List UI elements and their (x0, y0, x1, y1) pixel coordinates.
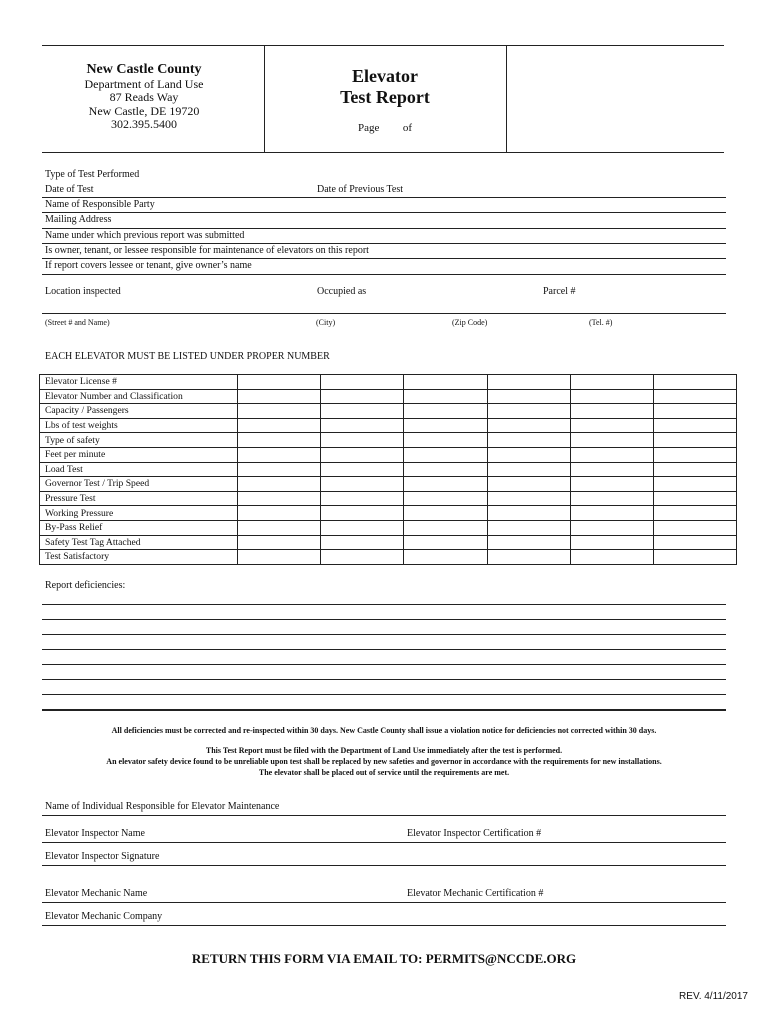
elevator-cell[interactable] (404, 477, 487, 492)
elevator-cell[interactable] (404, 447, 487, 462)
elevator-cell[interactable] (238, 375, 321, 390)
elevator-cell[interactable] (404, 389, 487, 404)
owner-responsible-line[interactable] (42, 258, 726, 259)
elevator-row-label: Pressure Test (40, 491, 238, 506)
elevator-cell[interactable] (653, 433, 736, 448)
page-label: Page (357, 122, 380, 134)
elevator-cell[interactable] (487, 404, 570, 419)
elevator-table-row (40, 462, 737, 477)
elevator-cell[interactable] (321, 433, 404, 448)
elevator-cell[interactable] (238, 404, 321, 419)
page-counter (265, 122, 505, 134)
agency-dept: Department of Land Use (84, 76, 204, 91)
elevator-cell[interactable] (653, 418, 736, 433)
deficiency-line-3[interactable] (42, 634, 726, 635)
elevator-cell[interactable] (404, 433, 487, 448)
elevator-cell[interactable] (570, 535, 653, 550)
elevator-table-row (40, 550, 737, 565)
elevator-cell[interactable] (570, 550, 653, 565)
agency-phone: 302.395.5400 (111, 117, 177, 131)
elevator-cell[interactable] (238, 462, 321, 477)
elevator-row-label: Type of safety (40, 433, 238, 448)
notice-filing: This Test Report must be filed with the Department of Land Use immediately after the test is performed. (205, 746, 563, 755)
occupied-as-label: Occupied as (317, 286, 367, 297)
elevator-cell[interactable] (570, 462, 653, 477)
elevator-row-label: Test Satisfactory (40, 550, 238, 565)
deficiency-line-2[interactable] (42, 619, 726, 620)
elevator-cell[interactable] (570, 375, 653, 390)
mechanic-company-label: Elevator Mechanic Company (45, 911, 163, 922)
zip-caption: (Zip Code) (452, 318, 488, 327)
maintenance-label: Name of Individual Responsible for Elevator Maintenance (45, 801, 280, 812)
elevator-cell[interactable] (321, 404, 404, 419)
elevator-row-label: By-Pass Relief (40, 520, 238, 535)
elevator-row-label: Elevator License # (40, 375, 238, 390)
responsible-party-line[interactable] (42, 212, 726, 213)
elevator-table-row (40, 404, 737, 419)
inspector-cert-label: Elevator Inspector Certification # (407, 828, 542, 839)
elevator-table-row (40, 535, 737, 550)
mechanic-name-label: Elevator Mechanic Name (45, 888, 148, 899)
elevator-cell[interactable] (238, 535, 321, 550)
elevator-cell[interactable] (570, 520, 653, 535)
elevator-cell[interactable] (404, 418, 487, 433)
elevator-table-row (40, 433, 737, 448)
deficiency-line-4[interactable] (42, 649, 726, 650)
date-of-test-line[interactable] (42, 197, 726, 198)
elevator-cell[interactable] (238, 520, 321, 535)
elevator-cell[interactable] (404, 375, 487, 390)
elevator-cell[interactable] (487, 433, 570, 448)
elevator-cell[interactable] (238, 389, 321, 404)
responsible-party-label: Name of Responsible Party (45, 199, 155, 210)
elevator-cell[interactable] (321, 375, 404, 390)
header-bottom-rule (42, 152, 724, 153)
elevator-cell[interactable] (404, 506, 487, 521)
elevator-cell[interactable] (570, 477, 653, 492)
elevator-row-label: Feet per minute (40, 447, 238, 462)
mailing-address-line[interactable] (42, 228, 726, 229)
report-title-line2: Test Report (340, 87, 430, 107)
of-label: of (402, 122, 413, 134)
elevator-cell[interactable] (487, 550, 570, 565)
elevator-cell[interactable] (321, 550, 404, 565)
elevator-table (39, 374, 737, 565)
deficiency-line-5[interactable] (42, 664, 726, 665)
inspector-name-line[interactable] (42, 842, 726, 843)
elevator-cell[interactable] (321, 535, 404, 550)
location-inspected-label: Location inspected (45, 286, 121, 297)
elevator-cell[interactable] (487, 447, 570, 462)
notice-correction: All deficiencies must be corrected and re-inspected within 30 days. New Castle County shall issue a violation notice for deficiencies not corrected within 30 days. (111, 726, 657, 735)
elevator-cell[interactable] (653, 389, 736, 404)
agency-city: New Castle, DE 19720 (88, 103, 200, 118)
city-caption: (City) (316, 318, 336, 327)
type-of-test-label: Type of Test Performed (45, 169, 140, 180)
elevator-table-row (40, 389, 737, 404)
elevator-cell[interactable] (238, 418, 321, 433)
elevator-table-row (40, 447, 737, 462)
owner-name-label: If report covers lessee or tenant, give owner’s name (45, 260, 252, 271)
mechanic-cert-label: Elevator Mechanic Certification # (407, 888, 544, 899)
elevator-cell[interactable] (321, 477, 404, 492)
date-of-test-label: Date of Test (45, 184, 94, 195)
street-caption: (Street # and Name) (45, 318, 110, 327)
elevator-cell[interactable] (321, 418, 404, 433)
report-title-line1: Elevator (352, 66, 418, 86)
owner-responsible-label: Is owner, tenant, or lessee responsible for maintenance of elevators on this report (45, 245, 369, 256)
parcel-label: Parcel # (543, 286, 576, 297)
deficiency-line-8[interactable] (42, 709, 726, 711)
elevator-row-label: Lbs of test weights (40, 418, 238, 433)
elevator-cell[interactable] (238, 550, 321, 565)
previous-name-label: Name under which previous report was submitted (45, 230, 245, 241)
elevator-table-row (40, 506, 737, 521)
elevator-row-label: Capacity / Passengers (40, 404, 238, 419)
elevator-cell[interactable] (570, 418, 653, 433)
maintenance-line[interactable] (42, 815, 726, 816)
agency-block (44, 63, 244, 132)
revision-date: REV. 4/11/2017 (679, 991, 748, 1002)
return-instructions: RETURN THIS FORM VIA EMAIL TO: PERMITS@NCCDE.ORG (191, 951, 577, 966)
tel-caption: (Tel. #) (589, 318, 613, 327)
elevator-cell[interactable] (487, 375, 570, 390)
elevator-table-row (40, 520, 737, 535)
elevator-cell[interactable] (653, 535, 736, 550)
elevator-cell[interactable] (487, 389, 570, 404)
elevator-cell[interactable] (570, 389, 653, 404)
elevator-cell[interactable] (570, 447, 653, 462)
report-title-block (265, 66, 505, 134)
elevator-cell[interactable] (238, 491, 321, 506)
elevator-cell[interactable] (653, 491, 736, 506)
elevator-cell[interactable] (487, 462, 570, 477)
elevator-cell[interactable] (404, 550, 487, 565)
elevator-cell[interactable] (321, 506, 404, 521)
elevator-cell[interactable] (653, 447, 736, 462)
elevator-cell[interactable] (321, 491, 404, 506)
elevator-row-label: Working Pressure (40, 506, 238, 521)
elevator-cell[interactable] (404, 535, 487, 550)
elevator-cell[interactable] (404, 462, 487, 477)
agency-street: 87 Reads Way (109, 90, 179, 104)
elevator-cell[interactable] (487, 477, 570, 492)
elevator-cell[interactable] (653, 462, 736, 477)
date-previous-label: Date of Previous Test (317, 184, 404, 195)
elevator-row-label: Governor Test / Trip Speed (40, 477, 238, 492)
location-line[interactable] (42, 313, 726, 314)
elevator-cell[interactable] (653, 404, 736, 419)
owner-name-line[interactable] (42, 274, 726, 275)
elevator-cell[interactable] (487, 491, 570, 506)
elevator-cell[interactable] (653, 506, 736, 521)
elevator-table-row (40, 375, 737, 390)
elevator-cell[interactable] (487, 520, 570, 535)
elevator-cell[interactable] (653, 477, 736, 492)
deficiencies-label: Report deficiencies: (45, 580, 126, 591)
mechanic-name-line[interactable] (42, 902, 726, 903)
elevator-cell[interactable] (570, 491, 653, 506)
elevator-heading: EACH ELEVATOR MUST BE LISTED UNDER PROPER NUMBER (45, 351, 330, 362)
deficiency-line-6[interactable] (42, 679, 726, 680)
elevator-cell[interactable] (321, 462, 404, 477)
deficiency-line-1[interactable] (42, 604, 726, 605)
elevator-cell[interactable] (238, 447, 321, 462)
elevator-cell[interactable] (238, 506, 321, 521)
mailing-address-label: Mailing Address (45, 214, 112, 225)
inspector-name-label: Elevator Inspector Name (45, 828, 145, 839)
elevator-cell[interactable] (653, 375, 736, 390)
elevator-cell[interactable] (404, 404, 487, 419)
inspector-signature-label: Elevator Inspector Signature (45, 851, 160, 862)
elevator-cell[interactable] (653, 520, 736, 535)
elevator-row-label: Safety Test Tag Attached (40, 535, 238, 550)
notice-safety-device: An elevator safety device found to be unreliable upon test shall be replaced by new safeties and governor in accordance with the requirements for new installations. (106, 757, 662, 766)
agency-name: New Castle County (86, 62, 202, 77)
elevator-cell[interactable] (570, 404, 653, 419)
elevator-table-row (40, 477, 737, 492)
elevator-cell[interactable] (404, 520, 487, 535)
previous-name-line[interactable] (42, 243, 726, 244)
elevator-cell[interactable] (487, 535, 570, 550)
elevator-cell[interactable] (238, 433, 321, 448)
elevator-table-row (40, 418, 737, 433)
elevator-cell[interactable] (238, 477, 321, 492)
elevator-row-label: Elevator Number and Classification (40, 389, 238, 404)
elevator-table-row (40, 491, 737, 506)
elevator-cell[interactable] (570, 433, 653, 448)
deficiency-line-7[interactable] (42, 694, 726, 695)
elevator-cell[interactable] (404, 491, 487, 506)
elevator-cell[interactable] (487, 506, 570, 521)
elevator-row-label: Load Test (40, 462, 238, 477)
elevator-cell[interactable] (321, 447, 404, 462)
elevator-cell[interactable] (653, 550, 736, 565)
elevator-cell[interactable] (487, 418, 570, 433)
elevator-cell[interactable] (321, 389, 404, 404)
elevator-cell[interactable] (570, 506, 653, 521)
inspector-signature-line[interactable] (42, 865, 726, 866)
notice-out-of-service: The elevator shall be placed out of service until the requirements are met. (258, 768, 510, 777)
header-top-rule (42, 45, 724, 46)
elevator-cell[interactable] (321, 520, 404, 535)
header-divider-2 (506, 45, 507, 152)
mechanic-company-line[interactable] (42, 925, 726, 926)
